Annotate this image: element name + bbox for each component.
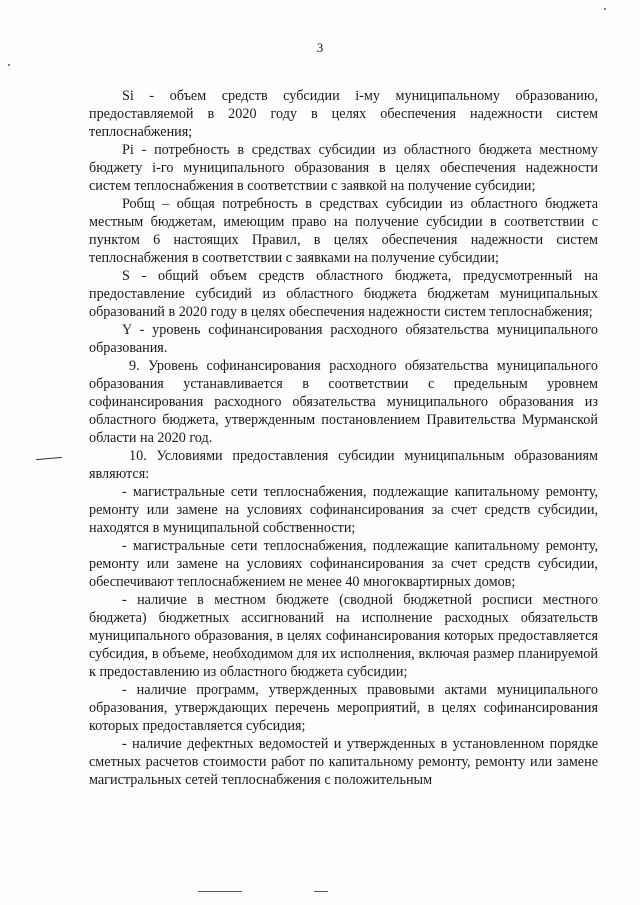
scan-speck xyxy=(8,64,10,66)
definition-y: Y - уровень софинансирования расходного обязательства муниципального образования. xyxy=(89,322,598,356)
definition-p-total: Робщ – общая потребность в средствах субсидии из областного бюджета местным бюджетам, имеющим право на получение субсидии в соответствии с пунктом 6 настоящих Правил, в целях обеспечения надежности систем теплоснабжения в соответствии с заявками на получение субсидии; xyxy=(89,196,598,266)
definition-s: S - общий объем средств областного бюджета, предусмотренный на предоставление субсидий из областного бюджета бюджетам муниципальных образований в 2020 году в целях обеспечения надежности систем теплоснабжения; xyxy=(89,268,598,320)
clause-9: 9. Уровень софинансирования расходного обязательства муниципального образования устанавливается в соответствии с предельным уровнем софинансирования расходного обязательства муниципального образования из областного бюджета, утвержденным постановлением Правительства Мурманской области на 2020 год. xyxy=(89,358,598,446)
condition-programs: - наличие программ, утвержденных правовыми актами муниципального образования, утверждающих перечень мероприятий, в целях софинансирования которых предоставляется субсидия; xyxy=(89,682,598,734)
condition-apartment-buildings: - магистральные сети теплоснабжения, подлежащие капитальному ремонту, ремонту или замене на условиях софинансирования за счет средств субсидии, обеспечивают теплоснабжением не менее 40 многоквартирных домов; xyxy=(89,538,598,590)
footer-scan-line xyxy=(198,891,242,892)
document-body xyxy=(89,87,598,789)
page-number: 3 xyxy=(316,40,324,55)
clause-10: 10. Условиями предоставления субсидии муниципальным образованиям являются: xyxy=(89,448,598,482)
margin-pen-mark xyxy=(36,457,62,460)
condition-budget-allocations: - наличие в местном бюджете (сводной бюджетной росписи местного бюджета) бюджетных ассигнований на исполнение расходных обязательств муниципального образования, в целях софинансирования которых предоставляется субсидия, в объеме, необходимом для их исполнения, включая размер планируемой к предоставлению из областного бюджета субсидии; xyxy=(89,592,598,680)
footer-scan-line xyxy=(314,891,328,892)
condition-defect-statements: - наличие дефектных ведомостей и утвержденных в установленном порядке сметных расчетов стоимости работ по капитальному ремонту, ремонту или замене магистральных сетей теплоснабжения с положительным xyxy=(89,736,598,788)
definition-pi: Pi - потребность в средствах субсидии из областного бюджета местному бюджету i-го муниципального образования в целях обеспечения надежности систем теплоснабжения в соответствии с заявкой на получение субсидии; xyxy=(89,142,598,194)
scan-speck xyxy=(604,8,606,10)
definition-si: Si - объем средств субсидии i-му муниципальному образованию, предоставляемой в 2020 году в целях обеспечения надежности систем теплоснабжения; xyxy=(89,88,598,140)
condition-municipal-ownership: - магистральные сети теплоснабжения, подлежащие капитальному ремонту, ремонту или замене на условиях софинансирования за счет средств субсидии, находятся в муниципальной собственности; xyxy=(89,484,598,536)
